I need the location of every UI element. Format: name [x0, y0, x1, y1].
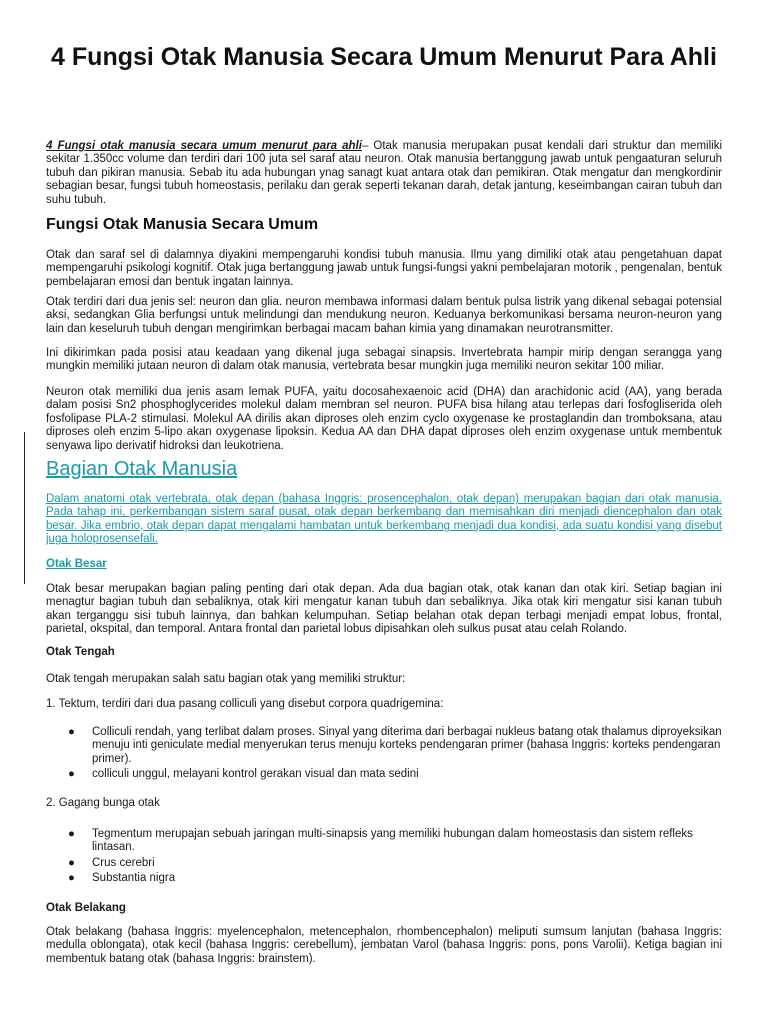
- section-heading-bagian-link[interactable]: Bagian Otak Manusia: [46, 458, 238, 480]
- bullet-icon: ●: [68, 856, 75, 869]
- intro-text: – Otak manusia merupakan pusat kendali dari struktur dan memiliki sekitar 1.350cc volume dan terdiri dari 100 juta sel saraf atau neuron. Otak manusia bertanggung jawab untuk pengaaturan seluruh tubuh dan pikiran manusia. Sebab itu ada hubungan ynag sanagt kuat antara otak dan pemikiran. Otak mengatur dan mengkordinir sebagian besar, fungsi tubuh homeostasis, perilaku dan gerak seperti tekanan darah, detak jantung, keseimbangan cairan tubuh dan suhu tubuh.: [46, 140, 722, 206]
- bullet-icon: ●: [68, 726, 75, 738]
- list-item-text: colliculi unggul, melayani kontrol gerakan visual dan mata sedini: [92, 768, 419, 781]
- bullet-icon: ●: [68, 768, 75, 781]
- subheading-otak-tengah: Otak Tengah: [46, 646, 115, 658]
- list-item: [46, 768, 722, 781]
- paragraph: Neuron otak memiliki dua jenis asam lemak PUFA, yaitu docosahexaenoic acid (DHA) dan arachidonic acid (AA), yang berada dalam posisi Sn2 phosphoglycerides molekul dalam membran sel neuron. PUFA bisa hilang atau terlepas dari fosfogliserida oleh fosfolipase PLA-2 stimulasi. Molekul AA dirilis akan diproses oleh enzim cyclo oxygenase ke prostaglandin dan tromboksana, atau diproses oleh enzim 5-lipo akan oxygenase lipoksin. Kedua AA dan DHA dapat diproses oleh enzim oxygenase untuk membentuk senyawa lipo derivatif hidroksi dan leukotriena.: [46, 386, 722, 452]
- section-heading-fungsi: Fungsi Otak Manusia Secara Umum: [46, 216, 319, 233]
- list-item-number: 2. Gagang bunga otak: [46, 797, 160, 809]
- intro-paragraph: [46, 140, 722, 207]
- bullet-list-gagang: [46, 828, 722, 888]
- paragraph: Ini dikirimkan pada posisi atau keadaan yang dikenal juga sebagai sinapsis. Invertebrata hampir mirip dengan serangga yang mungkin memiliki jutaan neuron di dalam otak manusia, vertebrata besar mungkin juga memiliki neuron sekitar 100 miliar.: [46, 347, 722, 373]
- list-item: [46, 828, 722, 855]
- subheading-otak-belakang: Otak Belakang: [46, 902, 126, 914]
- list-item-text: Crus cerebri: [92, 856, 155, 869]
- paragraph: Otak besar merupakan bagian paling penting dari otak depan. Ada dua bagian otak, otak kanan dan otak kiri. Setiap bagian ini menagtur bagian tubuh dan sebaliknya, otak kiri mengatur kanan tubuh dan sebaliknya. Jika otak kiri mengatur sisi kanan tubuh akan terganggu sisi tubuh lainnya, dan bahkan kelumpuhan. Setiap belahan otak depan terbagi menjadi empat lobus, frontal, parietal, okspital, dan temporal. Antara frontal dan parietal lobus dipisahkan oleh sulkus pusat atau celah Rolando.: [46, 583, 722, 636]
- bullet-list-tektum: [46, 726, 722, 784]
- list-item: [46, 726, 722, 766]
- list-item-text: Tegmentum merupajan sebuah jaringan multi-sinapsis yang memiliki hubungan dalam homeostasis dan sistem refleks lintasan.: [92, 828, 693, 854]
- anatomy-link-paragraph[interactable]: Dalam anatomi otak vertebrata, otak depan (bahasa Inggris: prosencephalon, otak depan) merupakan bagian dari otak manusia. Pada tahap ini, perkembangan sistem saraf pusat, otak depan berkembang dan memisahkan diri menjadi diencephalon dan otak besar. Jika embrio, otak depan dapat mengalami hambatan untuk berkembang menjadi dua kondisi, ada suatu kondisi yang disebut juga holoprosensefali.: [46, 493, 722, 546]
- paragraph: Otak dan saraf sel di dalamnya diyakini mempengaruhi kondisi tubuh manusia. Ilmu yang dimiliki otak atau pengetahuan dapat mempengaruhi psikologi kognitif. Otak juga bertanggung jawab untuk fungsi-fungsi yakni pembelajaran motorik , pengenalan, bentuk pembelajaran emosi dan bentuk ingatan lainnya.: [46, 249, 722, 288]
- list-item: [46, 857, 722, 870]
- intro-lead-link[interactable]: 4 Fungsi otak manusia secara umum menurut para ahli: [46, 140, 362, 152]
- list-item: [46, 872, 722, 885]
- subheading-otak-besar-link[interactable]: Otak Besar: [46, 558, 107, 570]
- list-item-text: Colliculi rendah, yang terlibat dalam proses. Sinyal yang diterima dari berbagai nukleus batang otak thalamus diproyeksikan menuju inti geniculate medial menyerukan terus menuju korteks pendengaran primer (bahasa Inggris: korteks pendengaran primer).: [92, 726, 722, 765]
- paragraph: Otak belakang (bahasa Inggris: myelencephalon, metencephalon, rhombencephalon) meliputi sumsum lanjutan (bahasa Inggris: medulla oblongata), otak kecil (bahasa Inggris: cerebellum), jembatan Varol (bahasa Inggris: pons, pons Varolii). Ketiga bagian ini membentuk batang otak (bahasa Inggris: brainstem).: [46, 926, 722, 965]
- page-title: 4 Fungsi Otak Manusia Secara Umum Menurut Para Ahli: [51, 43, 717, 71]
- bullet-icon: ●: [68, 872, 75, 885]
- list-item-number: 1. Tektum, terdiri dari dua pasang colliculi yang disebut corpora quadrigemina:: [46, 698, 444, 710]
- list-item-text: Substantia nigra: [92, 872, 176, 885]
- paragraph: Otak tengah merupakan salah satu bagian otak yang memiliki struktur:: [46, 673, 406, 685]
- margin-change-bar: [24, 432, 25, 584]
- paragraph: Otak terdiri dari dua jenis sel: neuron dan glia. neuron membawa informasi dalam bentuk pulsa listrik yang dikenal sebagai potensial aksi, sedangkan Glia berfungsi untuk melindungi dan mendukung neuron. Keduanya berkomunikasi bersama neuron-neuron yang lain dan keseluruh tubuh dengan mengirimkan berbagai macam bahan kimia yang dinamakan neurotransmitter.: [46, 296, 722, 335]
- bullet-icon: ●: [68, 828, 75, 840]
